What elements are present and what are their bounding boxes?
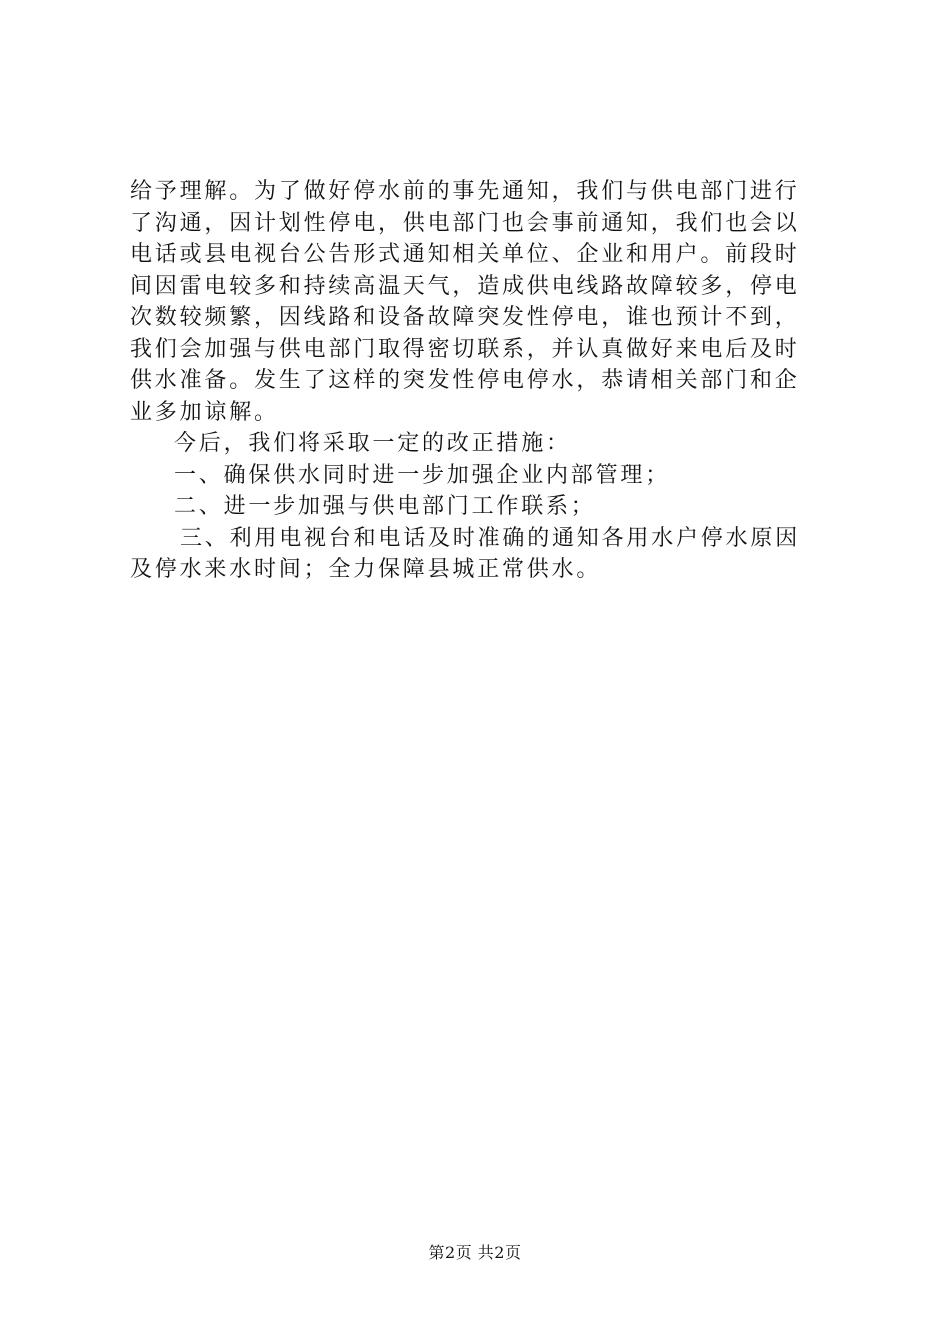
paragraph-apology xyxy=(130,176,830,428)
text-line: 供水准备。发生了这样的突发性停电停水，恭请相关部门和企 xyxy=(130,368,800,393)
measure-item-3 xyxy=(130,523,830,586)
measure-item-2 xyxy=(130,491,830,523)
text-line: 一、确保供水同时进一步加强企业内部管理； xyxy=(174,462,671,488)
text-line: 间因雷电较多和持续高温天气，造成供电线路故障较多，停电 xyxy=(130,273,800,299)
text-line: 业多加谅解。 xyxy=(130,399,279,425)
text-line: 了沟通，因计划性停电，供电部门也会事前通知，我们也会以 xyxy=(130,210,800,236)
text-line: 今后，我们将采取一定的改正措施： xyxy=(174,431,571,456)
text-line: 给予理解。为了做好停水前的事先通知，我们与供电部门进行 xyxy=(130,179,800,204)
text-line: 三、利用电视台和电话及时准确的通知各用水户停水原因 xyxy=(180,525,801,551)
text-line: 次数较频繁，因线路和设备故障突发性停电，谁也预计不到， xyxy=(130,305,800,330)
text-line: 我们会加强与供电部门取得密切联系，并认真做好来电后及时 xyxy=(130,336,800,362)
page-number-footer: 第2页 共2页 xyxy=(428,1243,522,1262)
text-line: 二、进一步加强与供电部门工作联系； xyxy=(174,494,596,519)
text-line: 及停水来水时间；全力保障县城正常供水。 xyxy=(130,557,602,582)
text-line: 电话或县电视台公告形式通知相关单位、企业和用户。前段时 xyxy=(130,242,800,267)
paragraph-measures-intro xyxy=(130,428,830,460)
measure-item-1 xyxy=(130,460,830,492)
document-body xyxy=(130,176,830,586)
